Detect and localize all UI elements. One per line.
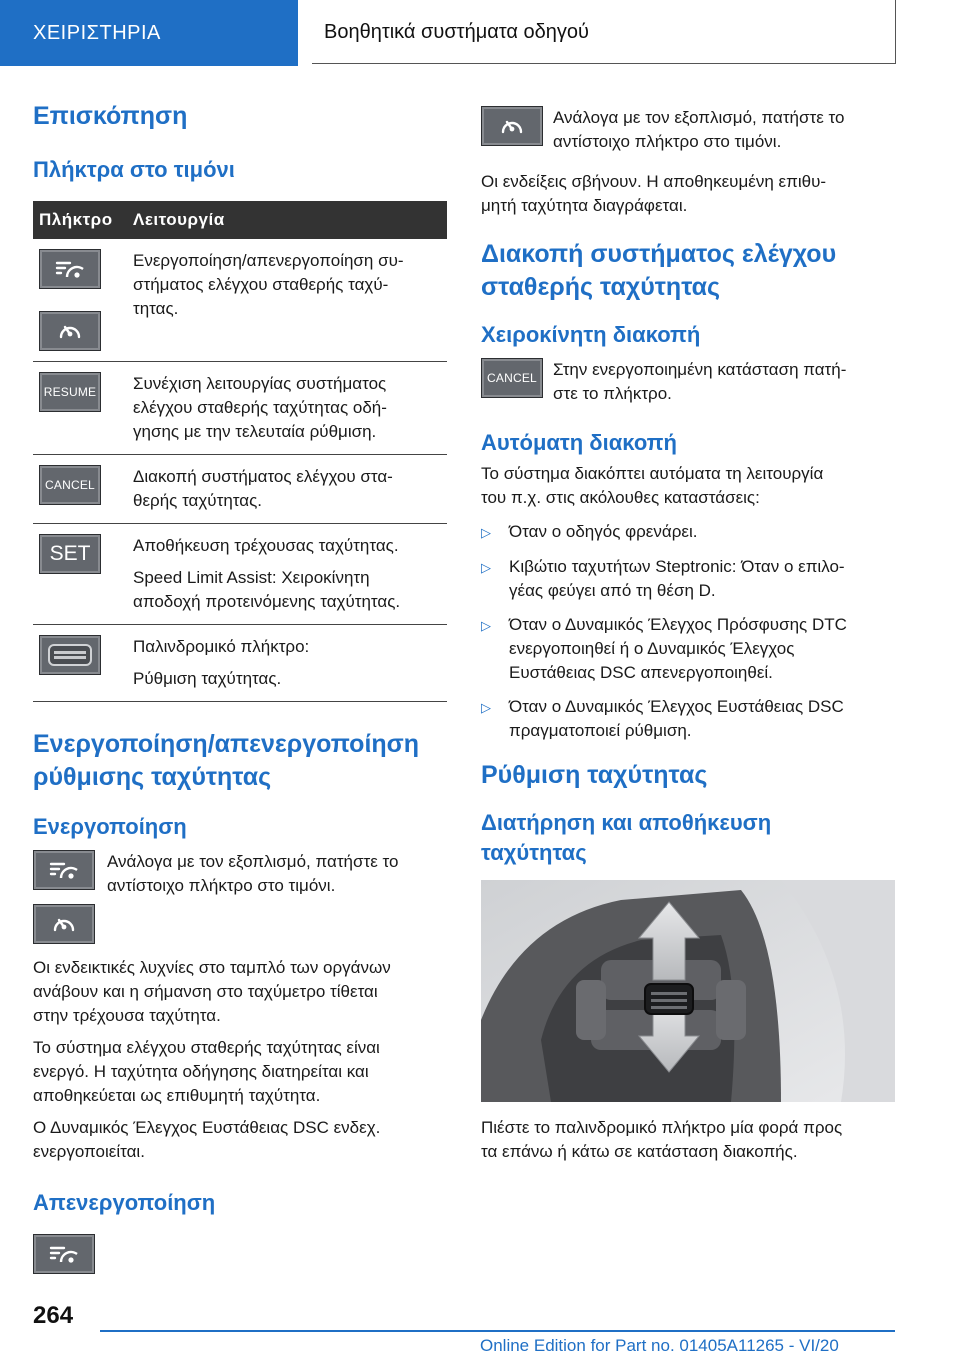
col-key: Πλήκτρο — [33, 201, 127, 239]
auto-interrupt-list — [481, 520, 895, 743]
table-row — [33, 625, 447, 702]
page-number: 264 — [33, 1302, 74, 1329]
row-text: Speed Limit Assist: Χειροκίνητη — [133, 568, 370, 587]
heading-keep-1: Διατήρηση και αποθήκευση — [481, 810, 772, 835]
list-item: ▷ Κιβώτιο ταχυτήτων Steptronic: Όταν ο επιλο- γέας φεύγει από τη θέση D. — [481, 555, 895, 603]
table-row — [33, 362, 447, 455]
triangle-bullet-icon: ▷ — [481, 525, 491, 540]
heading-activation-1: Ενεργοποίηση/απενεργοποίηση — [33, 730, 420, 758]
body-text: Το σύστημα διακόπτει αυτόματα τη λειτουργία — [481, 464, 824, 483]
cruise-gauge-button-icon — [39, 311, 101, 351]
heading-speed-setting: Ρύθμιση ταχύτητας — [481, 761, 708, 789]
body-text: αντίστοιχο πλήκτρο στο τιμόνι. — [553, 132, 782, 151]
triangle-bullet-icon: ▷ — [481, 618, 491, 633]
row-text: θερής ταχύτητας. — [133, 491, 262, 510]
row-text: γησης με την τελευταία ρύθμιση. — [133, 422, 377, 441]
left-column — [33, 100, 447, 1274]
section-tab[interactable]: ΧΕΙΡΙΣΤΗΡΙΑ — [0, 0, 298, 66]
rocker-button-icon — [39, 635, 101, 675]
table-row — [33, 239, 447, 362]
cancel-button-icon: CANCEL — [481, 358, 543, 398]
list-item: ▷ Όταν ο Δυναμικός Έλεγχος Πρόσφυσης DTC ενεργοποιηθεί ή ο Δυναμικός Έλεγχος Ευστάθειας DSC απενεργοποιηθεί. — [481, 613, 895, 685]
row-text: Παλινδρομικό πλήκτρο: — [133, 637, 310, 656]
cruise-gauge-button-icon — [481, 106, 543, 146]
keys-table — [33, 201, 447, 702]
right-column — [481, 106, 895, 1164]
caption-text: Πιέστε το παλινδρομικό πλήκτρο μία φορά προς — [481, 1118, 843, 1137]
heading-activate: Ενεργοποίηση — [33, 814, 187, 839]
heading-activation-2: ρύθμισης ταχύτητας — [33, 763, 272, 791]
row-text: στήματος ελέγχου σταθερής ταχύ- — [133, 275, 389, 294]
heading-auto-interrupt: Αυτόματη διακοπή — [481, 430, 677, 455]
table-row — [33, 524, 447, 625]
table-row — [33, 455, 447, 524]
body-text: Το σύστημα ελέγχου σταθερής ταχύτητας είναι — [33, 1038, 380, 1057]
cruise-toggle-button-icon — [33, 850, 95, 890]
page-header — [0, 0, 960, 66]
heading-overview: Επισκόπηση — [33, 102, 188, 130]
row-text: Διακοπή συστήματος ελέγχου στα- — [133, 467, 393, 486]
footer-divider — [100, 1330, 895, 1332]
row-text: τητας. — [133, 299, 179, 318]
body-text: Ο Δυναμικός Έλεγχος Ευστάθειας DSC ενδεχ. — [33, 1118, 381, 1137]
body-text: Οι ενδεικτικές λυχνίες στο ταμπλό των οργάνων — [33, 958, 391, 977]
cruise-gauge-button-icon — [33, 904, 95, 944]
row-text: Αποθήκευση τρέχουσας ταχύτητας. — [133, 536, 399, 555]
body-text: μητή ταχύτητα διαγράφεται. — [481, 196, 688, 215]
cancel-button-icon: CANCEL — [39, 465, 101, 505]
body-text: Ανάλογα με τον εξοπλισμό, πατήστε το — [553, 108, 845, 127]
body-text: Οι ενδείξεις σβήνουν. Η αποθηκευμένη επιθυ- — [481, 172, 827, 191]
body-text: στε το πλήκτρο. — [553, 384, 672, 403]
resume-button-icon: RESUME — [39, 372, 101, 412]
row-text: Ενεργοποίηση/απενεργοποίηση συ- — [133, 251, 404, 270]
list-item: ▷ Όταν ο Δυναμικός Έλεγχος Ευστάθειας DSC πραγματοποιεί ρύθμιση. — [481, 695, 895, 743]
heading-manual-interrupt: Χειροκίνητη διακοπή — [481, 322, 701, 347]
cruise-toggle-button-icon — [33, 1234, 95, 1274]
body-text: του π.χ. στις ακόλουθες καταστάσεις: — [481, 488, 760, 507]
heading-deactivate: Απενεργοποίηση — [33, 1190, 216, 1215]
body-text: ενεργοποιείται. — [33, 1142, 145, 1161]
body-text: Ανάλογα με τον εξοπλισμό, πατήστε το — [107, 852, 399, 871]
body-text: στην τρέχουσα ταχύτητα. — [33, 1006, 221, 1025]
edition-text: Online Edition for Part no. 01405A11265 - VI/20 — [480, 1336, 839, 1355]
row-text: αποδοχή προτεινόμενης ταχύτητας. — [133, 592, 401, 611]
body-text: ανάβουν και η σήμανση στο ταχύμετρο τίθεται — [33, 982, 378, 1001]
body-text: αντίστοιχο πλήκτρο στο τιμόνι. — [107, 876, 336, 895]
set-button-icon: SET — [39, 534, 101, 574]
body-text: ενεργό. Η ταχύτητα οδήγησης διατηρείται και — [33, 1062, 369, 1081]
row-text: ελέγχου σταθερής ταχύτητας οδή- — [133, 398, 387, 417]
cruise-toggle-button-icon — [39, 249, 101, 289]
steering-wheel-rocker-photo — [481, 880, 895, 1102]
table-header — [33, 201, 447, 239]
body-text: Στην ενεργοποιημένη κατάσταση πατή- — [553, 360, 847, 379]
row-text: Ρύθμιση ταχύτητας. — [133, 669, 282, 688]
triangle-bullet-icon: ▷ — [481, 560, 491, 575]
body-text: αποθηκεύεται ως επιθυμητή ταχύτητα. — [33, 1086, 321, 1105]
col-function: Λειτουργία — [127, 201, 447, 239]
heading-steering-keys: Πλήκτρα στο τιμόνι — [33, 157, 235, 182]
caption-text: τα επάνω ή κάτω σε κατάσταση διακοπής. — [481, 1142, 798, 1161]
list-item: ▷ Όταν ο οδηγός φρενάρει. — [481, 520, 895, 545]
row-text: Συνέχιση λειτουργίας συστήματος — [133, 374, 387, 393]
chapter-title: Βοηθητικά συστήματα οδηγού — [312, 0, 896, 64]
heading-interrupt-2: σταθερής ταχύτητας — [481, 273, 721, 301]
heading-keep-2: ταχύτητας — [481, 840, 587, 865]
heading-interrupt-1: Διακοπή συστήματος ελέγχου — [481, 240, 837, 268]
triangle-bullet-icon: ▷ — [481, 700, 491, 715]
